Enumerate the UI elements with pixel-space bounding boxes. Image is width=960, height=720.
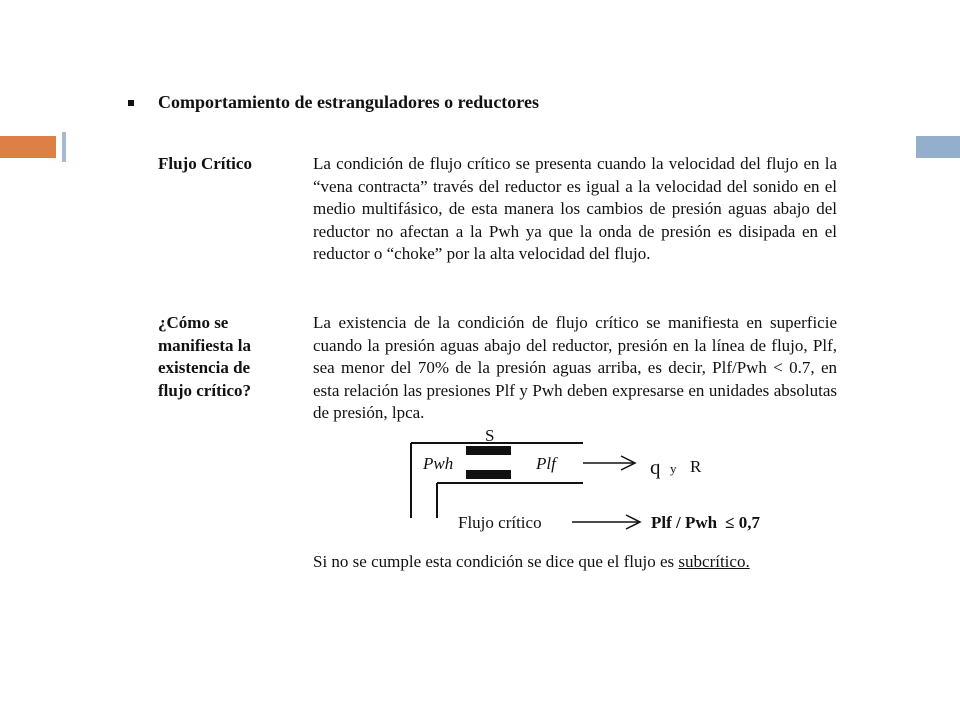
accent-bar-left [0, 136, 56, 158]
choke-plate-bottom [466, 470, 511, 479]
output-y-label: y [670, 461, 677, 476]
conclusion-prefix: Si no se cumple esta condición se dice que el flujo es [313, 552, 679, 571]
upstream-pressure-label: Pwh [423, 454, 454, 473]
section-label-flujo-critico: Flujo Crítico [158, 154, 252, 173]
accent-divider-left [62, 132, 66, 162]
conclusion-text [313, 552, 750, 572]
accent-bar-right [916, 136, 960, 158]
label-line: existencia de [158, 358, 251, 377]
arrow-relation-head [626, 515, 640, 529]
relation-rhs: Pwh [685, 513, 718, 532]
relation-formula [651, 513, 760, 533]
choke-plate-top [466, 446, 511, 455]
downstream-pressure-label: Plf [536, 454, 556, 473]
label-line: flujo crítico? [158, 380, 251, 400]
section-label-manifestation [158, 312, 251, 402]
section-text-flujo-critico: La condición de flujo crítico se presenta cuando la velocidad del flujo en la “vena contracta” través del reductor es igual a la velocidad del sonido en el medio multifásico, de esta manera los cambios de presión aguas abajo del reductor no afectan a la Pwh ya que la onda de presión es disipada en el reductor o “choke” por la alta velocidad del flujo. [313, 154, 837, 263]
choke-label: S [485, 426, 495, 445]
bullet-icon [128, 100, 134, 106]
relation-lhs: Plf / [651, 513, 685, 532]
section-text-manifestation: La existencia de la condición de flujo crítico se manifiesta en superficie cuando la presión aguas abajo del reductor, presión en la línea de flujo, Plf, sea menor del 70% de la presión aguas arriba, es decir, Plf/Pwh < 0.7, en esta relación las presiones Plf y Pwh deben expresarse en unidades absolutas de presión, lpca. [313, 313, 837, 422]
arrow-output-head [621, 456, 635, 470]
output-r-label: R [690, 457, 702, 476]
relation-op: ≤ 0,7 [725, 513, 760, 532]
label-line: manifiesta la [158, 335, 252, 355]
flow-label: Flujo crítico [458, 513, 542, 532]
output-q-label: q [650, 455, 661, 479]
slide-heading: Comportamiento de estranguladores o reductores [158, 92, 539, 112]
conclusion-term: subcrítico. [678, 552, 750, 571]
label-line: ¿Cómo se [158, 313, 229, 332]
